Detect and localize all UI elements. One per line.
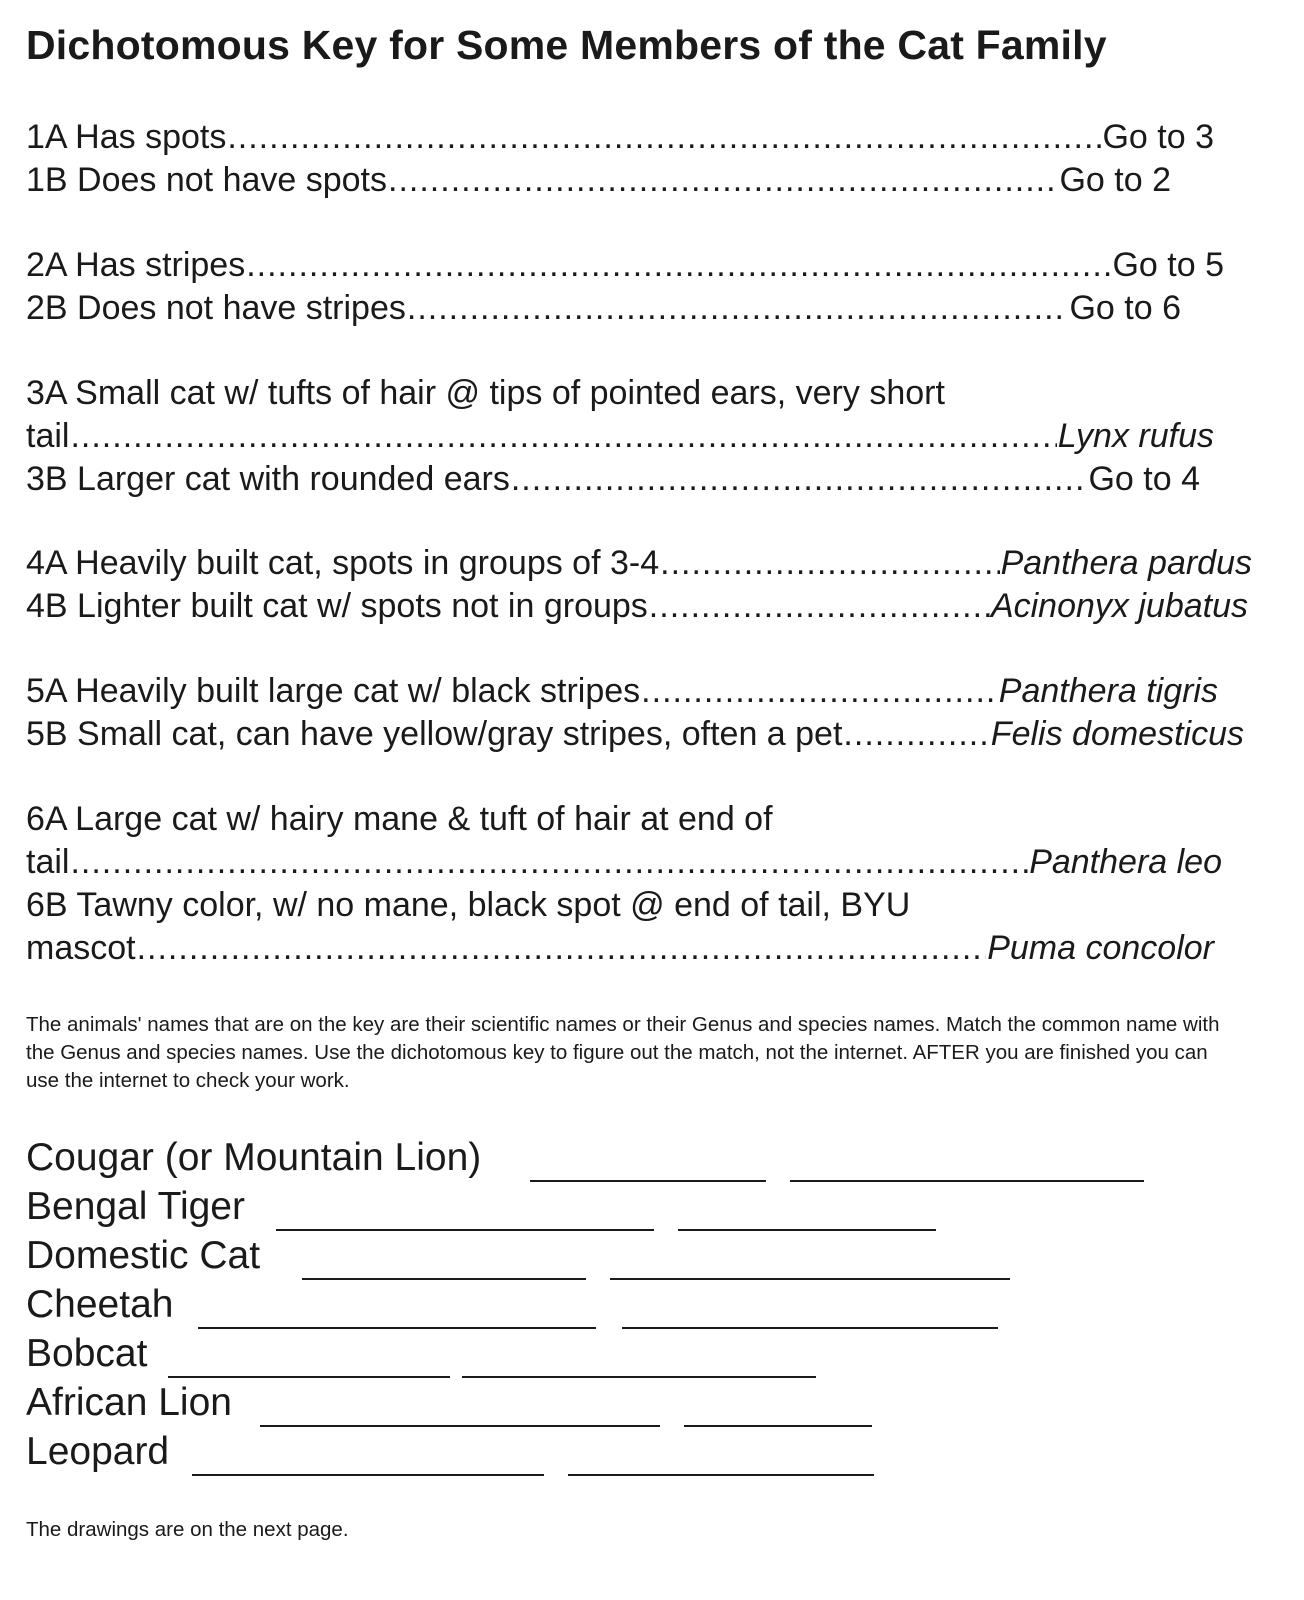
dot-leader (137, 927, 987, 970)
key-line-label: 2A Has stripes (26, 246, 246, 284)
key-line-target: Puma concolor (987, 929, 1214, 967)
species-blank[interactable] (790, 1180, 1144, 1182)
genus-blank[interactable] (260, 1425, 660, 1427)
dot-leader (641, 670, 998, 713)
key-line-3a-first: 3A Small cat w/ tufts of hair @ tips of pointed ears, very short (26, 374, 945, 412)
genus-blank[interactable] (198, 1327, 596, 1329)
key-line-target: Lynx rufus (1057, 417, 1214, 455)
key-line-6a (26, 841, 1222, 884)
key-line-target: Go to 4 (1088, 460, 1200, 498)
species-blank[interactable] (568, 1474, 874, 1476)
species-blank[interactable] (678, 1229, 936, 1231)
genus-blank[interactable] (276, 1229, 654, 1231)
key-line-label: tail (26, 843, 70, 881)
common-name: Cougar (or Mountain Lion) (26, 1136, 482, 1179)
key-line-4b (26, 585, 1248, 628)
key-line-5b (26, 713, 1244, 756)
key-line-target: Panthera tigris (998, 672, 1218, 710)
dot-leader (70, 841, 1028, 884)
key-group-2 (26, 244, 1224, 330)
key-line-label: 3B Larger cat with rounded ears (26, 460, 510, 498)
key-line-2b (26, 287, 1181, 330)
key-line-3a (26, 415, 1214, 458)
key-line-1a (26, 116, 1214, 159)
common-name: Leopard (26, 1430, 170, 1473)
instructions-paragraph: The animals' names that are on the key are their scientific names or their Genus and species names. Match the common name with the Genus and species names. Use the dichotomous key to figure out the match, not the internet. AFTER you are finished you can use the internet to check your work. (26, 1013, 1220, 1092)
species-blank[interactable] (610, 1278, 1010, 1280)
key-line-1b (26, 159, 1171, 202)
key-line-6b (26, 927, 1214, 970)
key-line-6b-first: 6B Tawny color, w/ no mane, black spot @ end of tail, BYU (26, 886, 911, 924)
dot-leader (407, 287, 1069, 330)
dot-leader (388, 159, 1058, 202)
common-name: African Lion (26, 1381, 232, 1424)
key-line-target: Go to 5 (1112, 246, 1224, 284)
key-group-3 (26, 372, 1214, 501)
dot-leader (660, 542, 999, 585)
genus-blank[interactable] (168, 1376, 450, 1378)
page-title: Dichotomous Key for Some Members of the Cat Family (26, 22, 1107, 68)
key-group-4 (26, 542, 1252, 628)
genus-blank[interactable] (530, 1180, 766, 1182)
dot-leader (227, 116, 1101, 159)
key-line-target: Felis domesticus (990, 715, 1244, 753)
key-line-target: Go to 3 (1102, 118, 1214, 156)
key-line-label: tail (26, 417, 70, 455)
genus-blank[interactable] (192, 1474, 544, 1476)
dot-leader (649, 585, 990, 628)
key-line-6a-first: 6A Large cat w/ hairy mane & tuft of hair at end of (26, 800, 773, 838)
species-blank[interactable] (622, 1327, 998, 1329)
footer-note: The drawings are on the next page. (26, 1518, 349, 1541)
key-line-label: 4B Lighter built cat w/ spots not in groups (26, 587, 648, 625)
common-name: Domestic Cat (26, 1234, 261, 1277)
dot-leader (246, 244, 1111, 287)
key-line-label: 2B Does not have stripes (26, 289, 406, 327)
key-group-6 (26, 798, 1222, 970)
common-name: Bobcat (26, 1332, 148, 1375)
dot-leader (843, 713, 989, 756)
dot-leader (511, 458, 1088, 501)
key-line-target: Panthera leo (1029, 843, 1222, 881)
key-line-target: Panthera pardus (1000, 544, 1252, 582)
species-blank[interactable] (684, 1425, 872, 1427)
key-line-target: Go to 2 (1059, 161, 1171, 199)
dot-leader (70, 415, 1056, 458)
species-blank[interactable] (462, 1376, 816, 1378)
key-line-label: 1B Does not have spots (26, 161, 388, 199)
common-name: Cheetah (26, 1283, 174, 1326)
key-line-5a (26, 670, 1218, 713)
key-group-1 (26, 116, 1214, 202)
key-line-label: 5A Heavily built large cat w/ black stripes (26, 672, 641, 710)
key-line-target: Go to 6 (1069, 289, 1181, 327)
key-line-4a (26, 542, 1252, 585)
key-line-label: 1A Has spots (26, 118, 227, 156)
common-name: Bengal Tiger (26, 1185, 245, 1228)
key-line-3b (26, 458, 1200, 501)
key-line-label: 4A Heavily built cat, spots in groups of 3-4 (26, 544, 660, 582)
key-line-label: mascot (26, 929, 136, 967)
key-line-label: 5B Small cat, can have yellow/gray stripes, often a pet (26, 715, 843, 753)
key-line-target: Acinonyx jubatus (990, 587, 1248, 625)
key-group-5 (26, 670, 1244, 756)
genus-blank[interactable] (302, 1278, 586, 1280)
key-line-2a (26, 244, 1224, 287)
